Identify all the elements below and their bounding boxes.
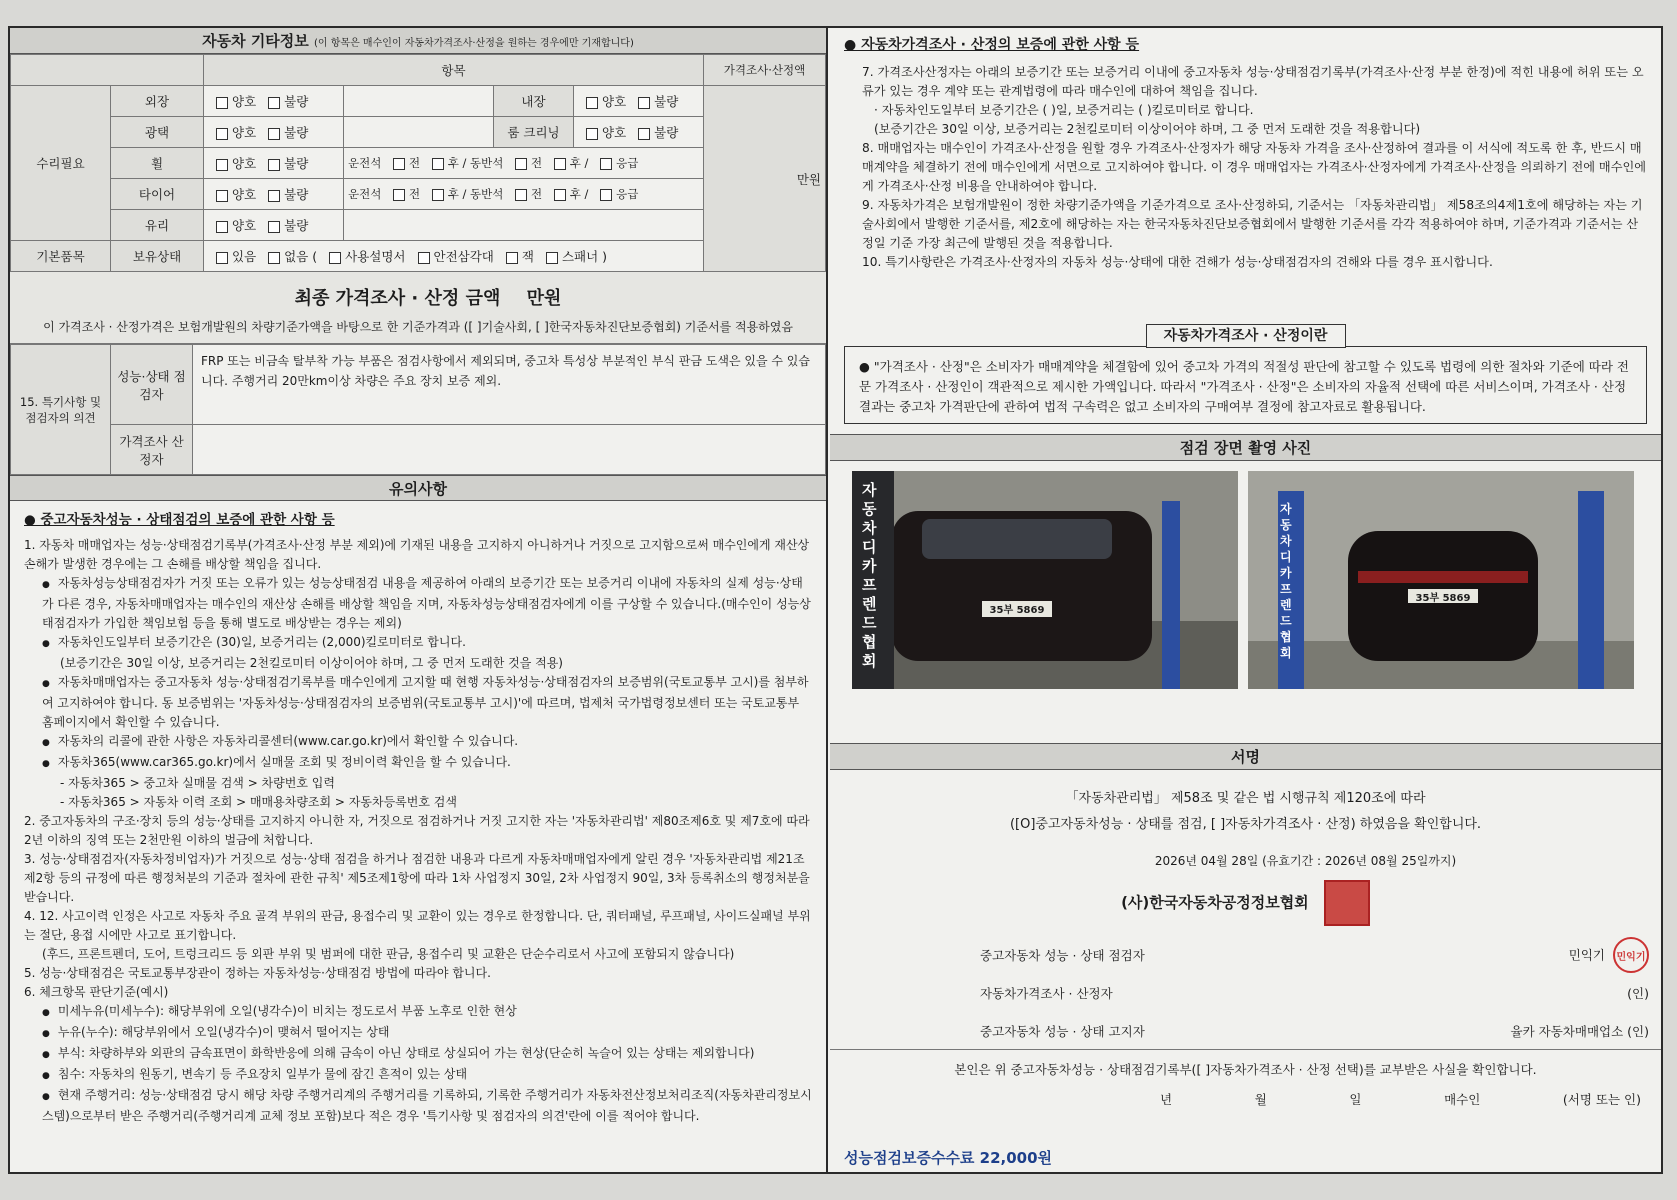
driver-label: 운전석 <box>348 187 382 201</box>
row-gloss: 광택 <box>111 117 204 148</box>
car-rear-photo <box>1248 471 1634 689</box>
good-label: 양호 <box>602 125 627 140</box>
caution-item: (후드, 프론트펜더, 도어, 트렁크리드 등 외판 부위 및 범퍼에 대한 판금, 용접수리 및 교환은 단순수리로서 사고에 포함되지 않습니다) <box>42 947 735 961</box>
exterior-bad-checkbox[interactable] <box>268 97 280 109</box>
jack-label: 잭 <box>521 249 534 264</box>
tire-driver-front-checkbox[interactable] <box>393 189 405 201</box>
wheel-passenger-front-checkbox[interactable] <box>515 158 527 170</box>
repair-label: 수리필요 <box>11 86 111 241</box>
row-glass: 유리 <box>111 210 204 241</box>
right-column <box>830 28 1661 1172</box>
definition-title: 자동차가격조사 · 산정이란 <box>1146 324 1346 348</box>
month-label: 월 <box>1254 1092 1267 1107</box>
inspector-role: 중고자동차 성능 · 상태 점검자 <box>980 948 1145 963</box>
warranty-item: (보증기간은 30일 이상, 보증거리는 2천킬로미터 이상이어야 하며, 그 중 먼저 도래한 것을 적용합니다) <box>874 122 1421 136</box>
caution-item: - 자동차365 > 자동차 이력 조회 > 매매용차량조회 > 자동차등록번호 검색 <box>60 795 457 809</box>
caution-item: ● 자동차의 리콜에 관한 사항은 자동차리콜센터(www.car.go.kr)에서 확인할 수 있습니다. <box>24 732 812 753</box>
caution-item: (보증기간은 30일 이상, 보증거리는 2천킬로미터 이상이어야 하며, 그 중 먼저 도래한 것을 적용) <box>60 656 563 670</box>
buyer-label: 매수인 <box>1444 1092 1481 1107</box>
spanner-checkbox[interactable] <box>546 252 558 264</box>
holding-label: 보유상태 <box>111 241 204 272</box>
none-label: 없음 <box>284 249 309 264</box>
etc-info-table: 항목 가격조사·산정액 수리필요 외장 양호 불량 내장 양호 불량 만원 광택 양호 불량 룸 크리닝 양호 불량 휠 양호 불량 운전석 전 후 / 동반석 전 후 / 응급 타이어 양호 불량 운전석 전 후 / 동반석 전 후 / 응급 유리 양호 불량 기본품목 보유상태 있음 없음 ( 사용설명서 안전삼각대 잭 스패너 ) <box>10 54 826 272</box>
gloss-good-checkbox[interactable] <box>216 128 228 140</box>
definition-text: ● "가격조사 · 산정"은 소비자가 매매계약을 체결함에 있어 중고차 가격의 적절성 판단에 참고할 수 있도록 법령에 의한 절차와 기준에 따라 전문 가격조사 · 산정인이 객관적으로 제시한 가액입니다. 따라서 "가격조사 · 산정"은 소비자의 자율적 선택에 따른 서비스이며, 가격조사 · 산정 결과는 중고차 가격판단에 관하여 법적 구속력은 없고 소비자의 구매여부 결정에 참고자료로 활용됩니다. <box>844 346 1647 424</box>
row-interior: 내장 <box>494 86 574 117</box>
passenger-label: 동반석 <box>470 156 504 170</box>
caution-item: ● 자동차매매업자는 중고자동차 성능·상태점검기록부를 매수인에게 고지할 때 현행 자동차성능·상태점검자의 보증범위(국토교통부 고시)를 첨부하여 고지하여야 합니다. 동 보증범위는 '자동차성능·상태점검자의 보증범위(국토교통부 고시)'에 따르며, 법제처 국가법령정보센터 또는 국토교통부 홈페이지에서 확인할 수 있습니다. <box>24 673 812 732</box>
price-unit: 만원 <box>704 86 826 272</box>
bad-label: 불량 <box>284 125 309 140</box>
warranty-notes <box>830 28 1661 318</box>
special-label: 15. 특기사항 및 점검자의 의견 <box>11 345 111 475</box>
caution-item: 2. 중고자동차의 구조·장치 등의 성능·상태를 고지하지 아니한 자, 거짓으로 점검하거나 거짓 고지한 자는 '자동차관리법' 제80조제6호 및 제7호에 따라 2년 이하의 징역 또는 2천만원 이하의 벌금에 처합니다. <box>24 814 810 847</box>
basic-label: 기본품목 <box>11 241 111 272</box>
warranty-section-title: ● 자동차가격조사 · 산정의 보증에 관한 사항 등 <box>844 37 1140 53</box>
bad-label: 불량 <box>284 94 309 109</box>
have-checkbox[interactable] <box>216 252 228 264</box>
good-label: 양호 <box>232 125 257 140</box>
sign-law: 「자동차관리법」 제58조 및 같은 법 시행규칙 제120조에 따라 <box>1065 791 1426 806</box>
tire-bad-checkbox[interactable] <box>268 190 280 202</box>
row-exterior: 외장 <box>111 86 204 117</box>
appraiser-label: 가격조사 산정자 <box>111 425 193 475</box>
bad-label: 불량 <box>284 156 309 171</box>
caution-item: ● 자동차성능상태점검자가 거짓 또는 오류가 있는 성능상태점검 내용을 제공하여 아래의 보증기간 또는 보증거리 이내에 자동차의 실제 성능·상태가 다른 경우, 자동차매매업자는 매수인의 재산상 손해를 배상할 책임을 지며, 자동차성능상태점검자에게 이를 구상할 수 있습니다.(매수인이 성능상태점검자가 가입한 책임보험 등을 통해 별도로 배상받는 경우는 제외) <box>24 574 812 633</box>
notifier-seal: (인) <box>1627 1023 1649 1039</box>
triangle-label: 안전삼각대 <box>433 249 494 264</box>
car-front-photo <box>852 471 1238 689</box>
have-label: 있음 <box>232 249 257 264</box>
front-label: 전 <box>408 187 421 201</box>
final-price-title: 최종 가격조사 · 산정 금액 <box>294 288 501 309</box>
rear-label: 후 <box>569 187 581 201</box>
manual-checkbox[interactable] <box>329 252 341 264</box>
appraiser-seal: (인) <box>1627 986 1649 1001</box>
emergency-label: 응급 <box>616 187 639 201</box>
inspection-fee: 성능점검보증수수료 22,000원 <box>844 1149 1053 1167</box>
inspector-opinion: FRP 또는 비금속 탈부착 가능 부품은 점검사항에서 제외되며, 중고차 특성상 부분적인 부식 판금 도색은 있을 수 있습니다. 주행거리 20만km이상 차량은 주요 장치 보증 제외. <box>193 345 826 425</box>
rear-label: 후 <box>569 156 581 170</box>
appraiser-opinion <box>193 425 826 475</box>
jack-checkbox[interactable] <box>506 252 518 264</box>
caution-item: ● 침수: 자동차의 원동기, 변속기 등 주요장치 일부가 물에 잠긴 흔적이 있는 상태 <box>24 1065 812 1086</box>
association-stamp-icon <box>1324 880 1370 926</box>
rear-label: 후 <box>447 156 459 170</box>
left-column <box>10 28 828 1172</box>
sign-confirm: ([O]중고자동차성능 · 상태를 점검, [ ]자동차가격조사 · 산정) 하였음을 확인합니다. <box>1009 817 1482 832</box>
rear-label: 후 <box>447 187 459 201</box>
none-checkbox[interactable] <box>268 252 280 264</box>
caution-title: 유의사항 <box>10 475 826 501</box>
good-label: 양호 <box>232 187 257 202</box>
photo-section <box>830 434 1661 744</box>
room-clean-bad-checkbox[interactable] <box>638 128 650 140</box>
good-label: 양호 <box>602 94 627 109</box>
caution-item: ● 자동차365(www.car365.go.kr)에서 실매물 조회 및 정비이력 확인을 할 수 있습니다. <box>24 753 812 774</box>
wheel-good-checkbox[interactable] <box>216 159 228 171</box>
passenger-label: 동반석 <box>470 187 504 201</box>
bad-label: 불량 <box>654 125 679 140</box>
triangle-checkbox[interactable] <box>418 252 430 264</box>
col-price: 가격조사·산정액 <box>704 55 826 86</box>
tire-emergency-checkbox[interactable] <box>600 189 612 201</box>
notifier-role: 중고자동차 성능 · 상태 고지자 <box>980 1023 1145 1039</box>
photo1-plate: 35부 5869 <box>989 605 1045 616</box>
sign-date: 2026년 04월 28일 (유효기간 : 2026년 08월 25일까지) <box>1154 854 1457 868</box>
room-clean-good-checkbox[interactable] <box>586 128 598 140</box>
row-tire: 타이어 <box>111 179 204 210</box>
etc-info-title: 자동차 기타정보 <box>202 32 309 50</box>
tire-good-checkbox[interactable] <box>216 190 228 202</box>
inspector-label: 성능·상태 점검자 <box>111 345 193 425</box>
glass-bad-checkbox[interactable] <box>268 221 280 233</box>
caution-section-title: ● 중고자동차성능 · 상태점검의 보증에 관한 사항 등 <box>24 512 335 528</box>
caution-item: - 자동차365 > 중고차 실매물 검색 > 차량번호 입력 <box>60 776 335 790</box>
caution-item: 3. 성능·상태점검자(자동차정비업자)가 거짓으로 성능·상태 점검을 하거나 점검한 내용과 다르게 자동차매매업자에게 알린 경우 '자동차관리법 제21조제2항 등의 규정에 따른 행정처분의 기준과 절차에 관한 규칙' 제5조제1항에 따라 1차 사업정지 30일, 2차 사업정지 90일, 3차 등록취소의 행정처분을 받습니다. <box>24 852 810 904</box>
inspection-record-sheet <box>8 26 1663 1174</box>
final-price-unit: 만원 <box>526 288 562 309</box>
good-label: 양호 <box>232 156 257 171</box>
gloss-bad-checkbox[interactable] <box>268 128 280 140</box>
etc-info-note: (이 항목은 매수인이 자동차가격조사·산정을 원하는 경우에만 기재합니다) <box>314 38 634 49</box>
wheel-driver-front-checkbox[interactable] <box>393 158 405 170</box>
tire-passenger-rear-checkbox[interactable] <box>554 189 566 201</box>
etc-info-header <box>10 28 826 54</box>
photo-title: 점검 장면 촬영 사진 <box>830 435 1661 461</box>
inspector-sign-name: 민익기 <box>1568 947 1605 963</box>
driver-label: 운전석 <box>348 156 382 170</box>
bad-label: 불량 <box>284 187 309 202</box>
inspection-photo-2 <box>1248 471 1634 689</box>
wheel-bad-checkbox[interactable] <box>268 159 280 171</box>
good-label: 양호 <box>232 94 257 109</box>
buyer-sign-row <box>830 1078 1661 1108</box>
warranty-item: 10. 특기사항란은 가격조사·산정자의 자동차 성능·상태에 대한 견해가 성능·상태점검자의 견해와 다를 경우 표시합니다. <box>862 255 1493 269</box>
good-label: 양호 <box>232 218 257 233</box>
exterior-good-checkbox[interactable] <box>216 97 228 109</box>
photo2-banner: 자동차디카프렌드협회 <box>1280 502 1292 660</box>
caution-item: ● 누유(누수): 해당부위에서 오일(냉각수)이 맺혀서 떨어지는 상태 <box>24 1023 812 1044</box>
tire-driver-rear-checkbox[interactable] <box>432 189 444 201</box>
caution-item: ● 현재 주행거리: 성능·상태점검 당시 해당 차량 주행거리계의 주행거리를 기록하되, 기록한 주행거리가 자동차전산정보처리조직(자동차관리정보시스템)으로부터 받은 주행거리(주행거리계 교체 정보 포함)보다 적은 경우 '특기사항 및 점검자의 의견'란에 이를 적어야 합니다. <box>24 1086 812 1126</box>
warranty-item: 8. 매매업자는 매수인이 가격조사·산정을 원할 경우 가격조사·산정자가 해당 자동차 가격을 조사·산정하여 결과를 이 서식에 적도록 한 후, 반드시 매매계약을 체결하기 전에 매수인에게 서면으로 고지하여야 합니다. 이 경우 매매업자는 가격조사·산정자에게 가격조사·산정을 의뢰하기 전에 매수인에게 가격조사·산정 비용을 안내하여야 합니다. <box>862 141 1647 193</box>
interior-good-checkbox[interactable] <box>586 97 598 109</box>
wheel-passenger-rear-checkbox[interactable] <box>554 158 566 170</box>
final-price-section <box>10 272 826 344</box>
tire-passenger-front-checkbox[interactable] <box>515 189 527 201</box>
caution-item: ● 미세누유(미세누수): 해당부위에 오일(냉각수)이 비치는 정도로서 부품 노후로 인한 현상 <box>24 1002 812 1023</box>
association-name: (사)한국자동차공정정보협회 <box>1121 893 1309 912</box>
sign-title: 서명 <box>830 744 1661 770</box>
warranty-item: 9. 자동차가격은 보험개발원이 정한 차량기준가액을 기준가격으로 조사·산정하되, 기준서는 「자동차관리법」 제58조의4제1호에 해당하는 자는 기술사회에서 발행한 기준서를, 제2호에 해당하는 자는 한국자동차진단보증협회에서 발행한 기준서를 각각 적용하여야 하며, 기준가격과 기준서는 산정일 기준 가장 최근에 발행된 것을 적용합니다. <box>862 198 1643 250</box>
front-label: 전 <box>408 156 421 170</box>
caution-item: 5. 성능·상태점검은 국토교통부장관이 정하는 자동차성능·상태점검 방법에 따라야 합니다. <box>24 966 491 980</box>
caution-item: ● 부식: 차량하부와 외판의 금속표면이 화학반응에 의해 금속이 아닌 상태로 상실되어 가는 현상(단순히 녹슬어 있는 상태는 제외합니다) <box>24 1044 812 1065</box>
caution-item: 1. 자동차 매매업자는 성능·상태점검기록부(가격조사·산정 부분 제외)에 기재된 내용을 고지하지 아니하거나 거짓으로 고지함으로써 매수인에게 재산상 손해가 발생한 경우에는 그 손해를 배상할 책임을 집니다. <box>24 538 810 571</box>
col-item: 항목 <box>204 55 704 86</box>
row-wheel: 휠 <box>111 148 204 179</box>
bad-label: 불량 <box>654 94 679 109</box>
sign-section <box>830 770 1661 936</box>
front-label: 전 <box>531 187 543 201</box>
inspector-sign-row <box>830 936 1661 974</box>
inspection-photo-1 <box>852 471 1238 689</box>
buyer-sign-label: (서명 또는 인) <box>1562 1092 1641 1107</box>
caution-notes <box>10 501 826 1132</box>
glass-good-checkbox[interactable] <box>216 221 228 233</box>
appraiser-role: 자동차가격조사 · 산정자 <box>980 986 1113 1001</box>
appraiser-sign-row <box>830 974 1661 1012</box>
notifier-name: 율카 자동차매매업소 <box>1510 1023 1624 1039</box>
warranty-item: · 자동차인도일부터 보증기간은 ( )일, 보증거리는 ( )킬로미터로 합니다. <box>874 103 1254 117</box>
notifier-sign-row <box>830 1012 1661 1050</box>
final-price-note: 이 가격조사 · 산정가격은 보험개발원의 차량기준가액을 바탕으로 한 기준가격과 ([ ]기술사회, [ ]한국자동차진단보증협회) 기준서를 적용하였음 <box>43 320 793 334</box>
front-label: 전 <box>531 156 543 170</box>
manual-label: 사용설명서 <box>345 249 406 264</box>
receipt-text: 본인은 위 중고자동차성능 · 상태점검기록부([ ]자동차가격조사 · 산정 선택)를 교부받은 사실을 확인합니다. <box>954 1062 1537 1077</box>
wheel-emergency-checkbox[interactable] <box>600 158 612 170</box>
photo1-banner: 자동차디카프렌드협회 <box>862 481 877 670</box>
emergency-label: 응급 <box>616 156 639 170</box>
spanner-label: 스패너 <box>561 249 599 264</box>
interior-bad-checkbox[interactable] <box>638 97 650 109</box>
bad-label: 불량 <box>284 218 309 233</box>
wheel-driver-rear-checkbox[interactable] <box>432 158 444 170</box>
special-notes-table <box>10 344 826 475</box>
warranty-item: 7. 가격조사산정자는 아래의 보증기간 또는 보증거리 이내에 중고자동차 성능·상태점검기록부(가격조사·산정 부분 한정)에 적힌 내용에 허위 또는 오류가 있는 경우 계약 또는 관계법령에 따라 매수인에 대하여 책임을 집니다. <box>862 65 1644 98</box>
photo2-plate: 35부 5869 <box>1415 593 1471 604</box>
day-label: 일 <box>1349 1092 1362 1107</box>
caution-item: ● 자동차인도일부터 보증기간은 (30)일, 보증거리는 (2,000)킬로미터로 합니다. <box>24 633 812 654</box>
caution-item: 4. 12. 사고이력 인정은 사고로 자동차 주요 골격 부위의 판금, 용접수리 및 교환이 있는 경우로 한정합니다. 단, 쿼터패널, 루프패널, 사이드실패널 부위는 절단, 용접 시에만 사고로 표기합니다. <box>24 909 811 942</box>
inspector-stamp-icon: 민익기 <box>1613 937 1649 973</box>
year-label: 년 <box>1160 1092 1173 1107</box>
caution-item: 6. 체크항목 판단기준(예시) <box>24 985 169 999</box>
row-room-clean: 룸 크리닝 <box>494 117 574 148</box>
